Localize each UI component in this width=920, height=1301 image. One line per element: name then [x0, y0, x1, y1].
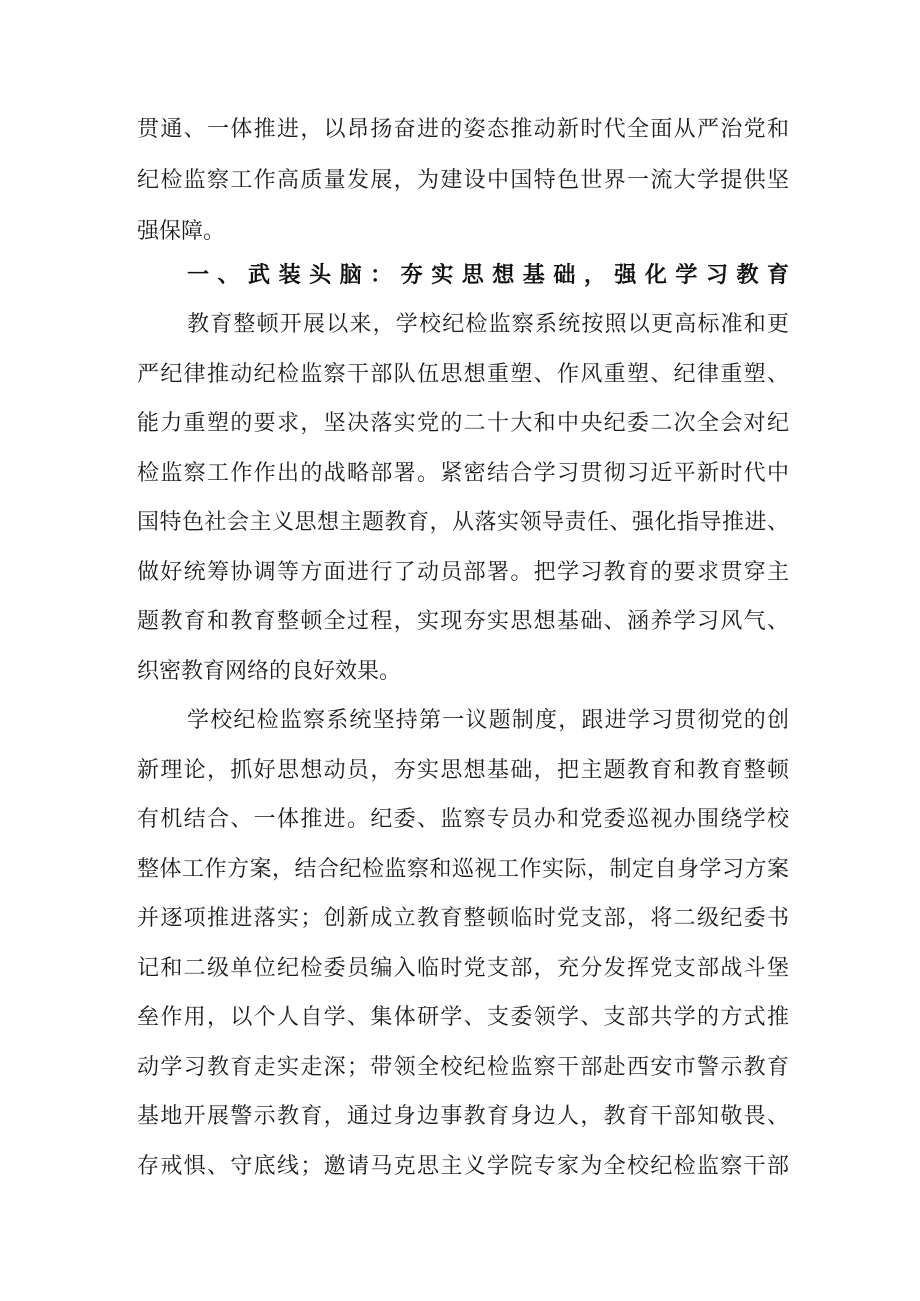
paragraph-line: 记和二级单位纪检委员编入临时党支部，充分发挥党支部战斗堡: [137, 956, 791, 981]
paragraph-line: 存戒惧、守底线；邀请马克思主义学院专家为全校纪检监察干部: [137, 1154, 791, 1179]
paragraph-line: 做好统筹协调等方面进行了动员部署。把学习教育的要求贯穿主: [137, 560, 791, 585]
paragraph-line: 学校纪检监察系统坚持第一议题制度，跟进学习贯彻党的创: [187, 708, 791, 733]
paragraph-line: 整体工作方案，结合纪检监察和巡视工作实际，制定自身学习方案: [137, 857, 790, 882]
section-heading: 一、武装头脑：夯实思想基础，强化学习教育: [187, 263, 798, 288]
intro-line: 纪检监察工作高质量发展，为建设中国特色世界一流大学提供坚: [137, 168, 791, 193]
intro-line: 强保障。: [137, 219, 226, 244]
paragraph-line: 教育整顿开展以来，学校纪检监察系统按照以更高标准和更: [187, 312, 791, 337]
paragraph-line: 严纪律推动纪检监察干部队伍思想重塑、作风重塑、纪律重塑、: [137, 362, 791, 387]
paragraph-line: 能力重塑的要求，坚决落实党的二十大和中央纪委二次全会对纪: [137, 411, 791, 436]
paragraph-line: 题教育和教育整顿全过程，实现夯实思想基础、涵养学习风气、: [137, 609, 791, 634]
paragraph-line: 基地开展警示教育，通过身边事教育身边人，教育干部知敬畏、: [137, 1104, 791, 1129]
paragraph-line: 织密教育网络的良好效果。: [137, 659, 402, 684]
paragraph-line: 并逐项推进落实；创新成立教育整顿临时党支部，将二级纪委书: [137, 906, 791, 931]
paragraph-line: 国特色社会主义思想主题教育，从落实领导责任、强化指导推进、: [137, 510, 790, 535]
paragraph-line: 垒作用，以个人自学、集体研学、支委领学、支部共学的方式推: [137, 1005, 791, 1030]
intro-line: 贯通、一体推进，以昂扬奋进的姿态推动新时代全面从严治党和: [137, 117, 791, 142]
paragraph-line: 有机结合、一体推进。纪委、监察专员办和党委巡视办围绕学校: [137, 807, 791, 832]
paragraph-line: 动学习教育走实走深；带领全校纪检监察干部赴西安市警示教育: [137, 1055, 791, 1080]
paragraph-line: 新理论，抓好思想动员，夯实思想基础，把主题教育和教育整顿: [137, 758, 791, 783]
paragraph-line: 检监察工作作出的战略部署。紧密结合学习贯彻习近平新时代中: [137, 461, 791, 486]
